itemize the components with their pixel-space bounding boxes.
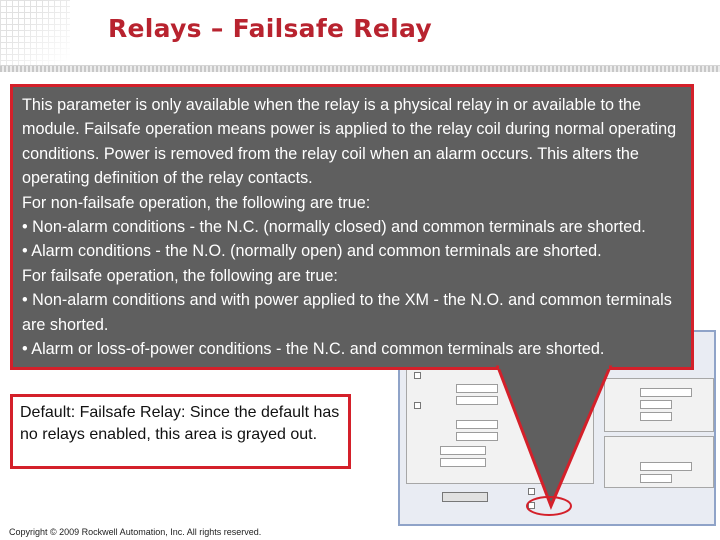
input-field [456, 396, 498, 405]
input-field [640, 388, 692, 397]
input-field [640, 400, 672, 409]
dialog-button [442, 492, 488, 502]
input-field [456, 384, 498, 393]
input-field [440, 458, 486, 467]
left-pane [406, 364, 594, 484]
slide-title: Relays – Failsafe Relay [108, 14, 432, 43]
parameter-description-callout [10, 84, 694, 370]
callout-paragraph: This parameter is only available when the relay is a physical relay in or available to the module. Failsafe operation means power is applied to the relay coil during normal operating conditions. Power is removed from the relay coil when an alarm occurs. This alters the operating definition of the relay contacts. [22, 96, 677, 188]
input-field [540, 428, 578, 437]
default-note: Default: Failsafe Relay: Since the default has no relays enabled, this area is grayed out. [10, 394, 351, 469]
input-field [640, 412, 672, 421]
callout-bullet: • Alarm conditions - the N.O. (normally open) and common terminals are shorted. [22, 242, 602, 261]
checkbox [414, 402, 421, 409]
callout-bullet: • Alarm or loss-of-power conditions - the N.C. and common terminals are shorted. [22, 340, 605, 359]
failsafe-relay-checkbox [528, 502, 535, 509]
input-field [640, 462, 692, 471]
callout-bullet: • Non-alarm conditions - the N.C. (normally closed) and common terminals are shorted. [22, 218, 646, 237]
input-field [540, 402, 578, 411]
checkbox [550, 464, 557, 471]
corner-fade [0, 0, 70, 66]
checkbox [550, 472, 557, 479]
input-field [640, 474, 672, 483]
input-field [440, 446, 486, 455]
checkbox [414, 372, 421, 379]
input-field [456, 432, 498, 441]
checkbox [528, 488, 535, 495]
input-field [456, 420, 498, 429]
copyright-footer: Copyright © 2009 Rockwell Automation, Inc. All rights reserved. [9, 527, 262, 537]
checkbox [550, 480, 557, 487]
callout-paragraph: For non-failsafe operation, the following are true: [22, 193, 371, 212]
callout-paragraph: For failsafe operation, the following are true: [22, 266, 338, 285]
callout-bullet: • Non-alarm conditions and with power applied to the XM - the N.O. and common terminals are shorted. [22, 291, 672, 334]
title-divider [0, 65, 720, 72]
